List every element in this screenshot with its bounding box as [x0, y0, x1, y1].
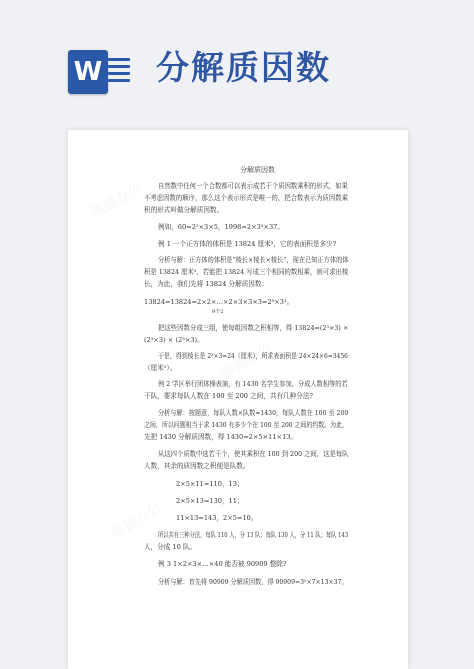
paragraph-line: 例 3 1×2×3×…×40 能否被 90909 整除?	[158, 560, 287, 568]
document-title: 分解质因数	[240, 166, 275, 174]
paragraph-line: （厘米²）。	[144, 364, 177, 372]
calc-line: 11×13=143，2×5=10。	[176, 514, 258, 522]
paragraph-line: 不考虑因数的顺序，那么这个表示形式是唯一的，把合数表示为质因数乘	[144, 194, 349, 202]
paragraph-line: 积是 13824 厘米³，若能把 13824 写成三个相同的数相乘，则可求出棱	[144, 268, 349, 276]
paragraph-line: 分析与解：正方体的体积是“棱长×棱长×棱长”，现在已知正方体的体	[158, 256, 349, 264]
word-document-icon	[68, 44, 132, 100]
paragraph-line: 例如，60=2²×3×5，1998=2×3³×37。	[158, 223, 284, 231]
banner-title: 分解质因数	[156, 48, 331, 87]
calc-line: 2×5×11=110，13；	[176, 480, 244, 488]
paragraph-line: 人，分成 10 队。	[144, 543, 197, 551]
paragraph-line: 把这些因数分成三组，使每组因数之积相等，得 13824=(2³×3) ×	[158, 324, 349, 332]
document-page	[68, 130, 408, 669]
paragraph-line: 所以共有三种分法，每队 110 人，分 13 队；每队 130 人，分 11 队；每队 143	[158, 531, 349, 539]
paragraph-line: 自然数中任何一个合数都可以表示成若干个质因数乘积的形式，如果	[158, 182, 348, 190]
word-letter: W	[73, 57, 103, 87]
paragraph-line: 从这四个质数中选若干个，使其乘积在 100 到 200 之间，这是每队	[158, 450, 349, 458]
calc-line: 2×5×13=130，11；	[176, 497, 244, 505]
paragraph-line: 分析与解：首先将 90909 分解质因数，得 90909=3²×7×13×37。	[158, 578, 348, 586]
paragraph-line: 例 2 学区举行团体操表演，有 1430 名学生参加，分成人数相等的若	[158, 380, 348, 388]
formula-line: 13824=13824=2×2×…×2×3×3×3=2⁹×3³。	[144, 298, 294, 306]
banner	[0, 0, 474, 120]
paragraph-line: 积的形式叫做分解质因数。	[144, 206, 224, 214]
paragraph-line: 例 1 一个正方体的体积是 13824 厘米³，它的表面积是多少?	[158, 240, 337, 248]
paragraph-line: 干队，要求每队人数在 100 至 200 之间，共有几种分法?	[144, 392, 313, 400]
word-lines-icon	[108, 56, 130, 88]
paragraph-line: (2³×3) × (2³×3)。	[144, 336, 204, 344]
paragraph-line: 人数，其余的质因数之积便是队数。	[144, 462, 250, 470]
watermark: 熊猫办公	[88, 179, 145, 222]
paragraph-line: 之间，所以问题相当于求 1430 有多少个在 100 至 200 之间的约数。为此，	[144, 421, 349, 429]
paragraph-line: 长，为此，我们先将 13824 分解质因数：	[144, 280, 269, 288]
paragraph-line: 先把 1430 分解质因数，得 1430=2×5×11×13。	[144, 433, 298, 441]
watermark: 熊猫办公	[108, 499, 165, 542]
paragraph-line: 于是，得到棱长是 2³×3=24（厘米），所求表面积是 24×24×6=3456	[158, 352, 348, 360]
watermark: 熊猫办公	[218, 339, 275, 382]
paragraph-line: 分析与解：按题意，每队人数×队数=1430，每队人数在 100 至 200	[158, 409, 349, 417]
formula-subscript: 9个2	[212, 309, 224, 315]
